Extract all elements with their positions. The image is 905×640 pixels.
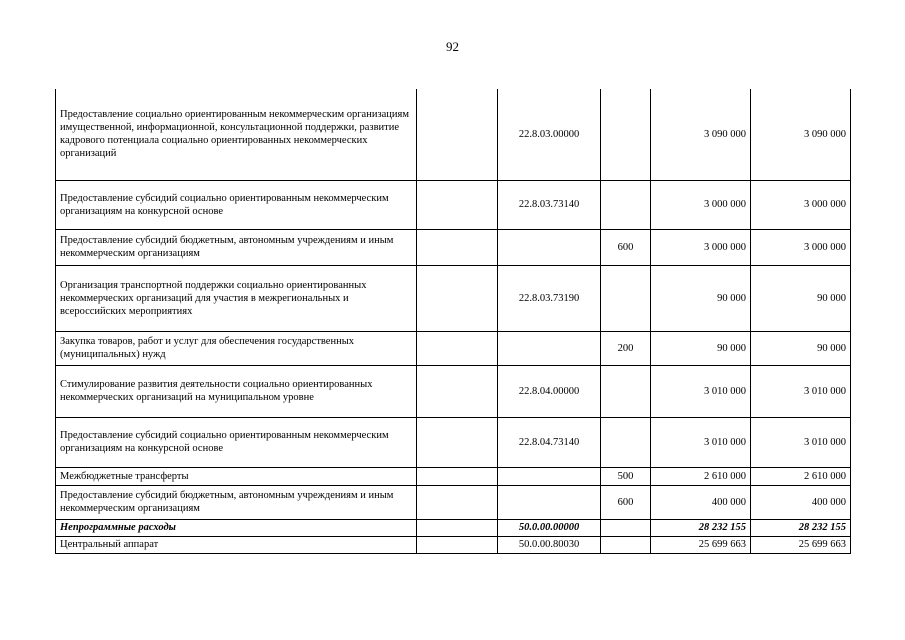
row-code: 22.8.03.73140 <box>498 180 601 229</box>
row-vr <box>601 417 651 467</box>
table-row <box>56 417 851 467</box>
row-name: Организация транспортной поддержки социально ориентированных некоммерческих организаций для участия в межрегиональных и всероссийских мероприятиях <box>56 265 417 331</box>
row-code <box>498 229 601 265</box>
row-name: Предоставление субсидий социально ориентированным некоммерческим организациям на конкурсной основе <box>56 180 417 229</box>
row-section <box>417 331 498 365</box>
row-sum-1: 25 699 663 <box>651 536 751 553</box>
row-sum-1: 3 090 000 <box>651 89 751 180</box>
row-code <box>498 467 601 485</box>
row-sum-1: 90 000 <box>651 331 751 365</box>
budget-table <box>55 89 851 554</box>
row-code <box>498 331 601 365</box>
row-name: Закупка товаров, работ и услуг для обеспечения государственных (муниципальных) нужд <box>56 331 417 365</box>
table-row <box>56 180 851 229</box>
table-row <box>56 89 851 180</box>
table-row <box>56 536 851 553</box>
row-vr: 200 <box>601 331 651 365</box>
row-name: Стимулирование развития деятельности социально ориентированных некоммерческих организаций на муниципальном уровне <box>56 365 417 417</box>
row-code: 22.8.04.73140 <box>498 417 601 467</box>
table-row <box>56 265 851 331</box>
table-row <box>56 229 851 265</box>
row-code: 22.8.03.73190 <box>498 265 601 331</box>
row-vr: 500 <box>601 467 651 485</box>
row-name: Межбюджетные трансферты <box>56 467 417 485</box>
row-vr <box>601 536 651 553</box>
row-sum-2: 25 699 663 <box>751 536 851 553</box>
table-row-total <box>56 519 851 536</box>
row-sum-1: 3 000 000 <box>651 180 751 229</box>
row-name: Предоставление субсидий бюджетным, автономным учреждениям и иным некоммерческим организациям <box>56 485 417 519</box>
row-sum-2: 90 000 <box>751 331 851 365</box>
row-sum-1: 3 000 000 <box>651 229 751 265</box>
row-section <box>417 180 498 229</box>
row-vr <box>601 180 651 229</box>
row-section <box>417 365 498 417</box>
row-sum-2: 3 000 000 <box>751 180 851 229</box>
row-section <box>417 519 498 536</box>
row-section <box>417 485 498 519</box>
row-vr <box>601 89 651 180</box>
table-row <box>56 331 851 365</box>
row-section <box>417 467 498 485</box>
row-sum-1: 3 010 000 <box>651 417 751 467</box>
row-vr <box>601 519 651 536</box>
row-section <box>417 229 498 265</box>
row-sum-2: 3 010 000 <box>751 417 851 467</box>
row-code: 50.0.00.80030 <box>498 536 601 553</box>
table-row <box>56 467 851 485</box>
row-name: Непрограммные расходы <box>56 519 417 536</box>
row-code: 22.8.04.00000 <box>498 365 601 417</box>
table-row <box>56 365 851 417</box>
page-number: 92 <box>446 39 459 54</box>
row-name: Предоставление социально ориентированным некоммерческим организациям имущественной, информационной, консультационной поддержки, развитие кадрового потенциала социально ориентированных некоммерческих организаций <box>56 89 417 180</box>
row-sum-1: 3 010 000 <box>651 365 751 417</box>
row-vr: 600 <box>601 485 651 519</box>
row-code: 50.0.00.00000 <box>498 519 601 536</box>
row-section <box>417 536 498 553</box>
row-sum-2: 400 000 <box>751 485 851 519</box>
row-vr <box>601 365 651 417</box>
row-code: 22.8.03.00000 <box>498 89 601 180</box>
row-sum-2: 3 010 000 <box>751 365 851 417</box>
row-code <box>498 485 601 519</box>
row-sum-1: 2 610 000 <box>651 467 751 485</box>
row-sum-2: 2 610 000 <box>751 467 851 485</box>
row-sum-2: 3 000 000 <box>751 229 851 265</box>
row-sum-2: 90 000 <box>751 265 851 331</box>
row-section <box>417 265 498 331</box>
row-sum-2: 28 232 155 <box>751 519 851 536</box>
row-name: Предоставление субсидий бюджетным, автономным учреждениям и иным некоммерческим организациям <box>56 229 417 265</box>
row-sum-1: 400 000 <box>651 485 751 519</box>
row-section <box>417 417 498 467</box>
row-sum-1: 28 232 155 <box>651 519 751 536</box>
row-vr: 600 <box>601 229 651 265</box>
row-section <box>417 89 498 180</box>
table-row <box>56 485 851 519</box>
row-name: Центральный аппарат <box>56 536 417 553</box>
row-sum-1: 90 000 <box>651 265 751 331</box>
row-name: Предоставление субсидий социально ориентированным некоммерческим организациям на конкурсной основе <box>56 417 417 467</box>
row-vr <box>601 265 651 331</box>
row-sum-2: 3 090 000 <box>751 89 851 180</box>
